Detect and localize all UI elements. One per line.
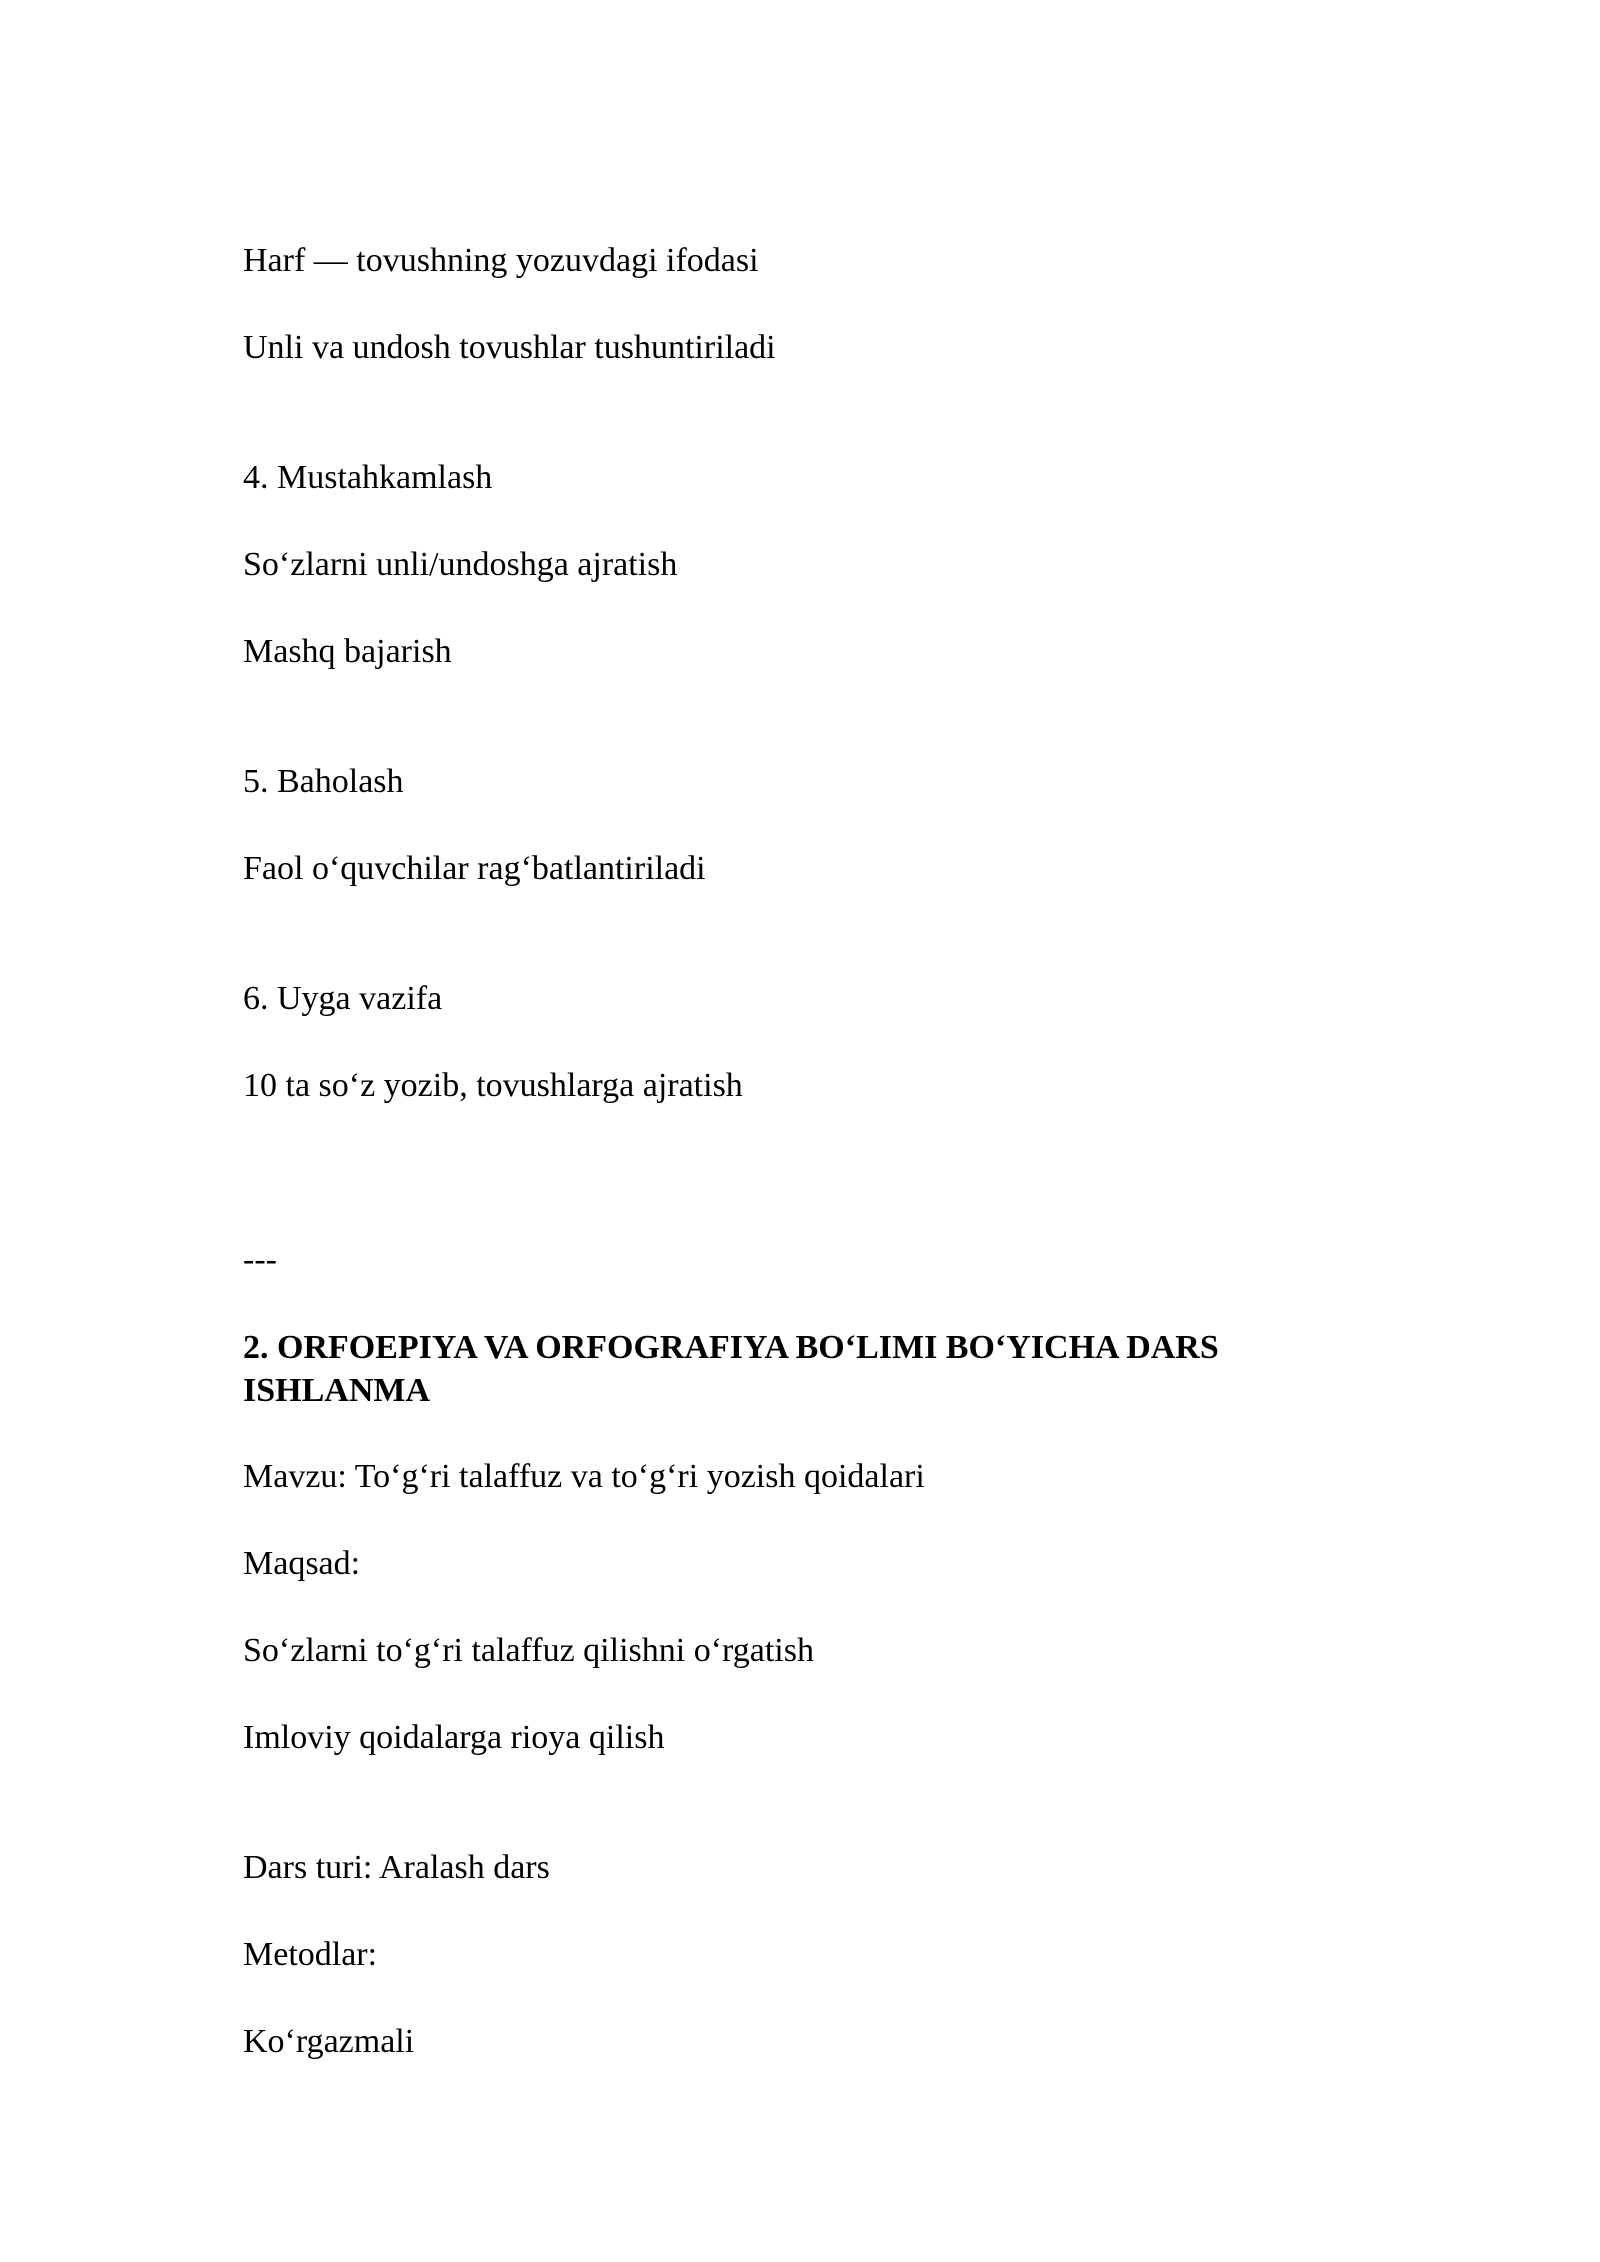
section-divider: --- [243,1241,277,1278]
text-line-korgazmali: Ko‘rgazmali [243,2023,415,2060]
section-title: 2. ORFOEPIYA VA ORFOGRAFIYA BO‘LIMI BO‘YICHA DARS ISHLANMA [243,1329,1219,1409]
text-line-imloviy: Imloviy qoidalarga rioya qilish [243,1719,665,1756]
text-line-talaffuz: So‘zlarni to‘g‘ri talaffuz qilishni o‘rgatish [243,1632,814,1669]
text-line-mashq: Mashq bajarish [243,633,452,670]
text-line-metodlar: Metodlar: [243,1936,378,1973]
text-line-uyga-vazifa: 10 ta so‘z yozib, tovushlarga ajratish [243,1067,743,1104]
text-line-unli-undosh: Unli va undosh tovushlar tushuntiriladi [243,329,776,366]
text-line-sozlarni-ajratish: So‘zlarni unli/undoshga ajratish [243,546,678,583]
text-line-harf: Harf — tovushning yozuvdagi ifodasi [243,242,759,279]
text-line-faol-oquvchilar: Faol o‘quvchilar rag‘batlantiriladi [243,850,706,887]
step-heading-baholash: 5. Baholash [243,763,404,800]
step-heading-mustahkamlash: 4. Mustahkamlash [243,459,493,496]
text-line-dars-turi: Dars turi: Aralash dars [243,1849,550,1886]
step-heading-uyga-vazifa: 6. Uyga vazifa [243,980,443,1017]
text-line-maqsad: Maqsad: [243,1545,361,1582]
text-line-mavzu: Mavzu: To‘g‘ri talaffuz va to‘g‘ri yozish qoidalari [243,1458,925,1495]
